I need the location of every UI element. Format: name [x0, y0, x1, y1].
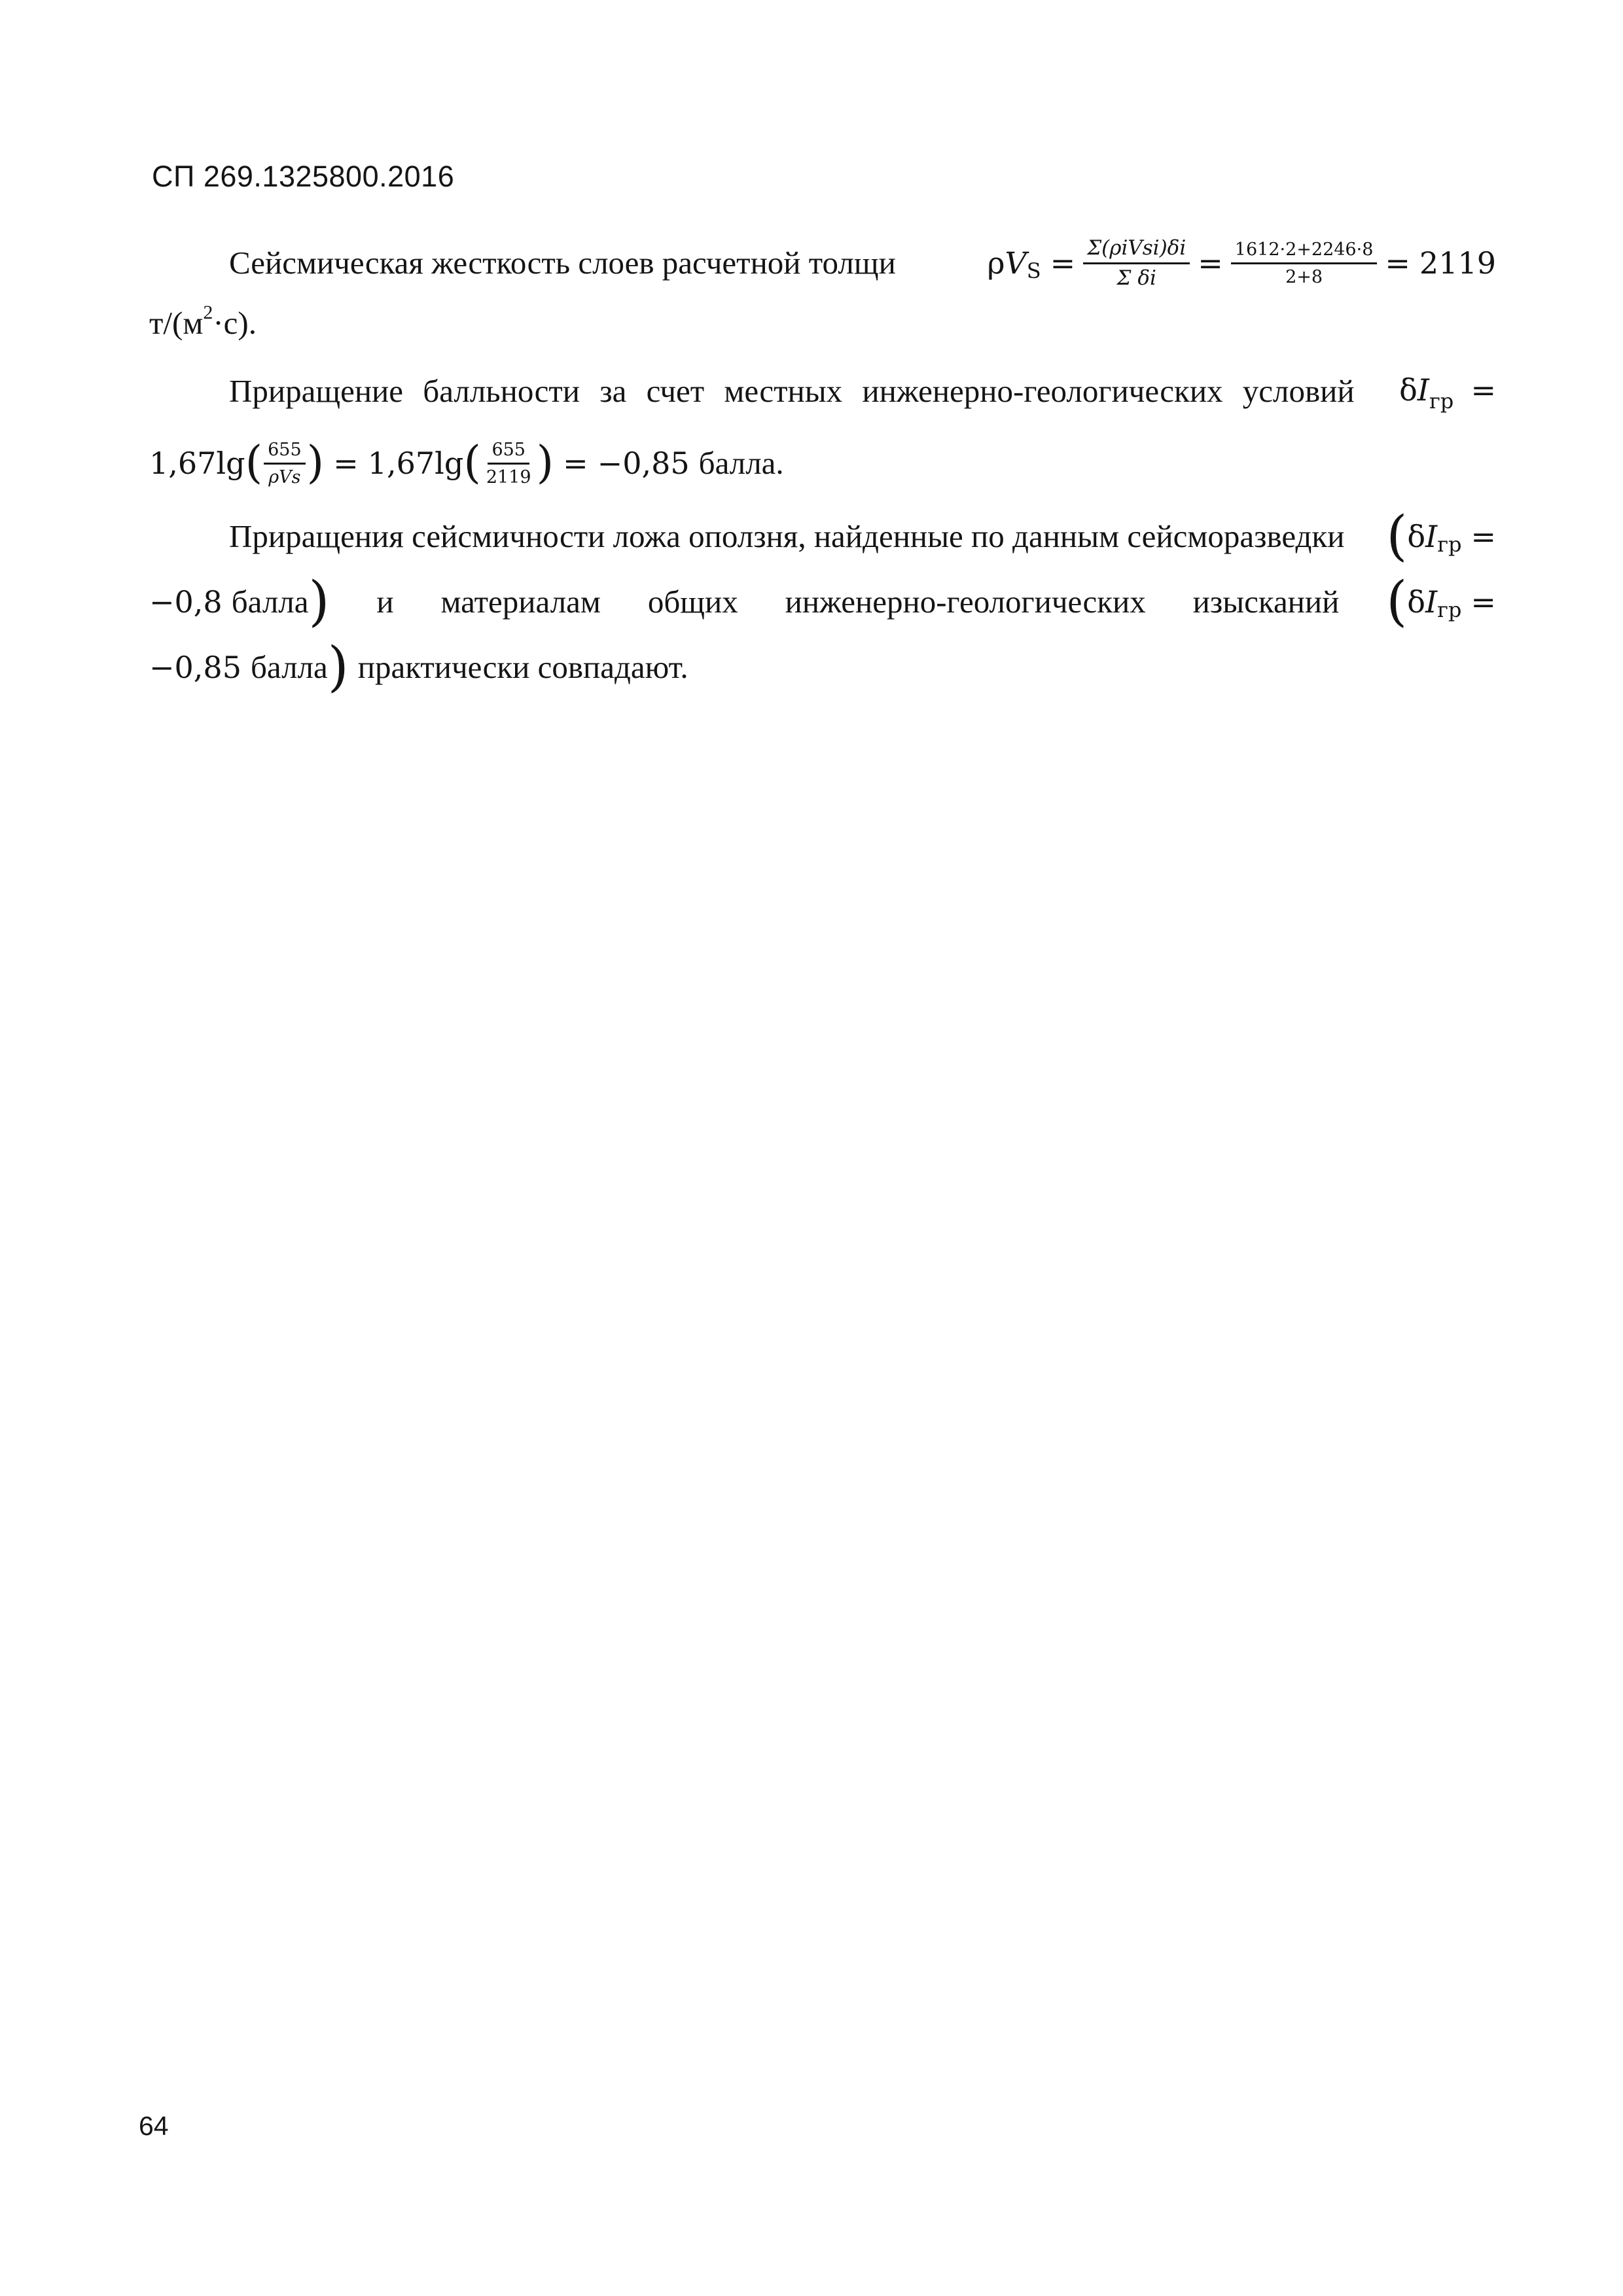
- paren-close: ): [306, 437, 325, 489]
- fraction-denominator: ρVs: [268, 467, 301, 487]
- value-text: −0,85: [149, 650, 241, 685]
- fraction-sum: [1083, 238, 1190, 289]
- formula-rho: ρ: [987, 245, 1005, 281]
- formula-delta: δ: [1407, 519, 1426, 554]
- paren-close: ): [536, 437, 554, 489]
- paragraph-increment: [149, 359, 1496, 503]
- word-text: материалам: [440, 584, 601, 620]
- fraction-denominator: 2119: [486, 467, 531, 487]
- result-value: −0,85: [597, 446, 690, 481]
- paragraph-line: [149, 291, 1496, 356]
- paragraph-text: Приращение балльности за счет местных инженерно-геологических условий: [229, 373, 1355, 409]
- fraction-numerator: Σ(ρiVsi)δi: [1083, 238, 1190, 264]
- unit-text: балла.: [698, 445, 784, 481]
- formula-delta: δ: [1399, 372, 1418, 408]
- word-text: инженерно-геологических: [785, 584, 1146, 620]
- paragraph-line: [149, 359, 1496, 424]
- page-number: 64: [139, 2111, 169, 2141]
- document-code-header: СП 269.1325800.2016: [152, 160, 455, 193]
- formula-sub: S: [1026, 258, 1041, 283]
- result-value: 2119: [1419, 245, 1496, 281]
- unit-text: балла: [250, 649, 328, 685]
- paragraph-comparison: [149, 504, 1496, 700]
- paragraph-text: практически совпадают.: [357, 649, 688, 685]
- formula-sub: гр: [1429, 388, 1454, 414]
- fraction-numerator: 1612·2+2246·8: [1231, 241, 1378, 264]
- paragraph-seismic-stiffness: [149, 230, 1496, 356]
- equals-sign: =: [1471, 584, 1496, 620]
- formula-sub: гр: [1437, 532, 1462, 557]
- paren-open: (: [1386, 505, 1408, 567]
- value-text: −0,8: [149, 584, 223, 620]
- equals-sign: =: [1471, 519, 1496, 554]
- paren-close: ): [308, 571, 330, 633]
- paragraph-text: Сейсмическая жесткость слоев расчетной толщи: [229, 245, 896, 281]
- equals-sign: =: [1198, 245, 1223, 281]
- coefficient-text: 1,67lg: [367, 446, 464, 481]
- unit-superscript: 2: [203, 302, 213, 323]
- unit-text: балла: [231, 584, 309, 620]
- word-text: общих: [647, 584, 738, 620]
- formula-sub: гр: [1437, 597, 1462, 622]
- paragraph-text: Приращения сейсмичности ложа оползня, найденные по данным сейсморазведки: [229, 518, 1345, 554]
- paren-close: ): [327, 636, 349, 698]
- fraction-numerator: 655: [264, 441, 306, 465]
- word-text: и: [376, 584, 394, 620]
- paren-open: (: [245, 437, 263, 489]
- equals-sign: =: [1471, 372, 1496, 408]
- unit-suffix: ·с).: [213, 305, 257, 341]
- paren-open: (: [463, 437, 481, 489]
- equals-sign: =: [563, 446, 588, 481]
- fraction-denominator: 2+8: [1285, 266, 1323, 287]
- fraction-ratio-values: [482, 441, 535, 486]
- formula-delta: δ: [1407, 584, 1425, 620]
- paren-open: (: [1386, 571, 1408, 633]
- fraction-ratio: [264, 441, 306, 486]
- formula-var: I: [1425, 584, 1438, 620]
- paragraph-line: [149, 569, 1496, 635]
- coefficient-text: 1,67lg: [149, 446, 245, 481]
- paragraph-line: [149, 635, 1496, 700]
- fraction-numerator: 655: [488, 441, 529, 465]
- paragraph-line: [149, 230, 1496, 296]
- word-text: изысканий: [1192, 584, 1340, 620]
- fraction-denominator: Σ δi: [1116, 266, 1156, 290]
- paragraph-line: [149, 424, 1496, 503]
- equals-sign: =: [333, 446, 359, 481]
- formula-var: I: [1425, 519, 1438, 554]
- equals-sign: =: [1050, 245, 1076, 281]
- equals-sign: =: [1385, 245, 1410, 281]
- unit-prefix: т/(м: [149, 305, 204, 341]
- formula-var: I: [1417, 372, 1429, 408]
- fraction-values: [1231, 241, 1378, 286]
- paragraph-line: [149, 504, 1496, 569]
- formula-var: V: [1005, 245, 1027, 281]
